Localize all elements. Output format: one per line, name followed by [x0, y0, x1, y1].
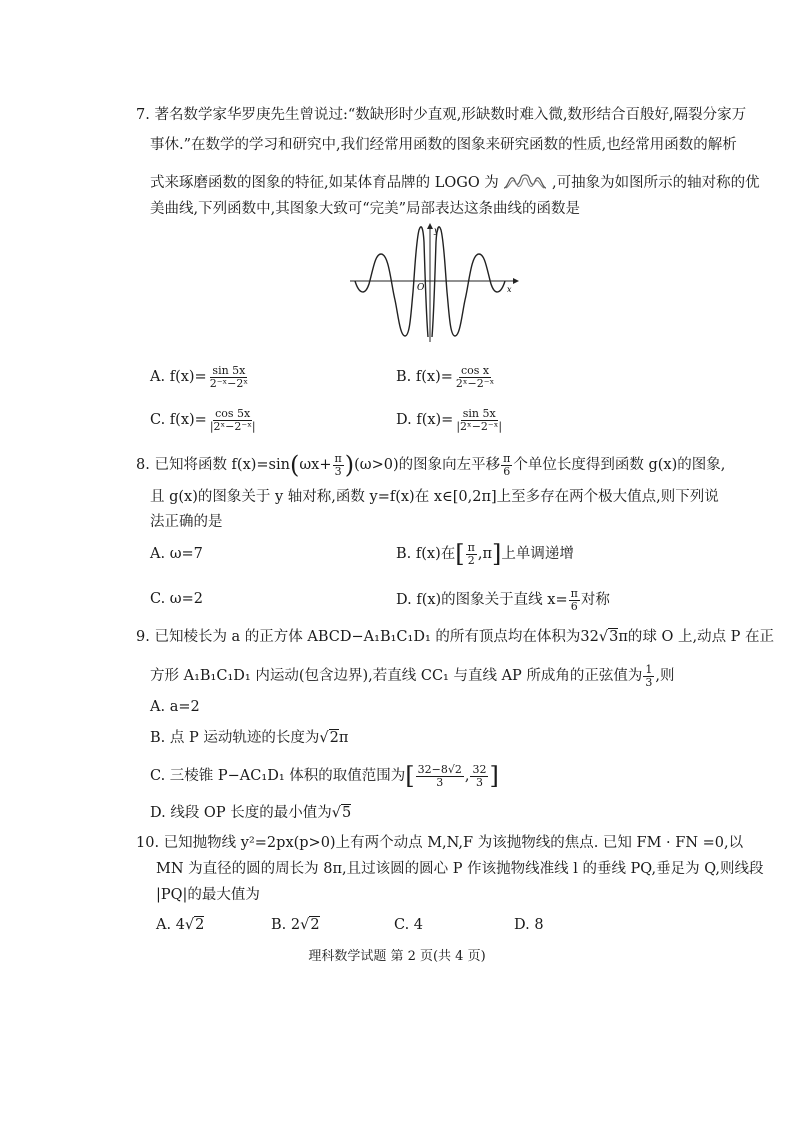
q8-option-a[interactable]: A. ω=7: [150, 546, 203, 562]
q7-line-1: 7. 著名数学家华罗庚先生曾说过:“数缺形时少直观,形缺数时难入微,数形结合百般好,隔裂分家万: [136, 107, 747, 123]
q7-line-4: 美曲线,下列函数中,其图象大致可“完美”局部表达这条曲线的函数是: [150, 201, 581, 217]
q9-option-a[interactable]: A. a=2: [150, 699, 200, 715]
x-axis-arrow-icon: [513, 278, 519, 284]
origin-label: O: [417, 283, 425, 293]
q10-line-1: 10. 已知抛物线 y²=2px(p>0)上有两个动点 M,N,F 为该抛物线的焦点. 已知 FM · FN =0,以: [136, 835, 744, 851]
q9-text-b: π的球 O 上,动点 P 在正: [618, 629, 775, 645]
q8-line-1: [136, 451, 726, 480]
denominator: 2⁻ˣ−2ˣ: [209, 376, 249, 390]
option-label: C.: [150, 412, 166, 429]
option-text-a: B. f(x)在: [396, 546, 456, 563]
denominator: |2ˣ−2⁻ˣ|: [209, 419, 256, 433]
sqrt-sign: √: [331, 805, 341, 821]
q7-line-3: [150, 172, 760, 194]
q10-option-b[interactable]: [271, 918, 320, 933]
sqrt-radicand: 2: [195, 917, 205, 933]
y-axis-arrow-icon: [427, 223, 433, 229]
sqrt-radicand: 5: [341, 805, 352, 821]
q8-text-c: (ω>0)的图象向左平移: [354, 457, 501, 474]
option-text-c: 上单调递增: [501, 546, 574, 563]
option-fraction: [208, 408, 258, 432]
q8-line-3: 法正确的是: [150, 514, 223, 530]
option-fraction: [466, 542, 477, 566]
sqrt-radicand: 2: [310, 917, 320, 933]
denominator: |2ˣ−2⁻ˣ|: [456, 419, 503, 433]
q8-line-2: 且 g(x)的图象关于 y 轴对称,函数 y=f(x)在 x∈[0,2π]上至多存在两个极大值点,则下列说: [150, 489, 719, 505]
q10-option-c[interactable]: C. 4: [394, 917, 424, 933]
sqrt-sign: √: [598, 629, 609, 645]
q8-option-c[interactable]: C. ω=2: [150, 591, 203, 607]
q8-fraction-2: [501, 453, 512, 477]
bracket-open: [: [455, 540, 465, 569]
option-lhs: f(x)=: [169, 412, 207, 429]
sqrt-radicand: 2: [329, 730, 339, 746]
option-label: A.: [150, 369, 166, 386]
denominator: 3: [334, 464, 342, 478]
numerator: 1: [645, 663, 653, 676]
option-fraction-1: [416, 764, 464, 788]
paren-close: ): [344, 451, 355, 480]
q8-text-a: 8. 已知将函数 f(x)=sin: [136, 457, 290, 474]
bracket-close: ]: [489, 762, 499, 791]
q9-text-a: 方形 A₁B₁C₁D₁ 内运动(包含边界),若直线 CC₁ 与直线 AP 所成角的正弦值为: [150, 668, 643, 685]
option-fraction: [569, 588, 580, 612]
option-text-a: D. f(x)的图象关于直线 x=: [396, 592, 568, 609]
page-footer: 理科数学试题 第 2 页(共 4 页): [308, 949, 486, 964]
option-lhs: f(x)=: [169, 369, 207, 386]
q9-text-b: ,则: [655, 668, 675, 685]
q8-option-d[interactable]: [396, 588, 610, 612]
denominator: 2ˣ−2⁻ˣ: [455, 376, 495, 390]
bracket-open: [: [405, 762, 415, 791]
numerator: cos x: [461, 364, 490, 377]
option-lhs: f(x)=: [416, 412, 454, 429]
numerator: sin 5x: [462, 407, 496, 420]
numerator: π: [467, 541, 475, 554]
denominator: 6: [570, 599, 578, 613]
denominator: 3: [475, 775, 483, 789]
option-label: D.: [396, 412, 412, 429]
q10-option-d[interactable]: D. 8: [514, 917, 544, 933]
q9-text-a: 9. 已知棱长为 a 的正方体 ABCD−A₁B₁C₁D₁ 的所有顶点均在体积为32: [136, 629, 599, 645]
option-text-a: B. 点 P 运动轨迹的长度为: [150, 730, 320, 746]
denominator: 6: [503, 464, 511, 478]
option-text-a: D. 线段 OP 长度的最小值为: [150, 805, 332, 821]
option-text-a: C. 三棱锥 P−AC₁D₁ 体积的取值范围为: [150, 768, 406, 785]
option-text-b: ,π: [477, 546, 492, 563]
q9-fraction: [643, 664, 654, 688]
option-label: B.: [396, 369, 412, 386]
option-fraction-2: [470, 764, 488, 788]
option-text-a: A. 4: [156, 917, 185, 933]
q9-option-b[interactable]: [150, 731, 348, 746]
denominator: 2: [467, 553, 475, 567]
denominator: 3: [645, 675, 653, 689]
denominator: 3: [436, 775, 444, 789]
brand-logo-icon: [503, 172, 547, 194]
numerator: sin 5x: [212, 364, 246, 377]
numerator: cos 5x: [215, 407, 251, 420]
q9-option-d[interactable]: [150, 806, 351, 821]
numerator: π: [570, 587, 578, 600]
sqrt-radicand: 3: [609, 629, 619, 645]
option-text-b: 对称: [580, 592, 610, 609]
q7-option-a[interactable]: [150, 365, 251, 389]
q10-option-a[interactable]: [156, 918, 204, 933]
q7-line-3a: 式来琢磨函数的图象的特征,如某体育品牌的 LOGO 为: [150, 174, 499, 191]
option-lhs: f(x)=: [415, 369, 453, 386]
q9-line-2: [150, 664, 675, 688]
option-fraction: [454, 408, 504, 432]
option-fraction: [208, 365, 250, 389]
q7-option-b[interactable]: [396, 365, 497, 389]
q7-option-d[interactable]: [396, 408, 505, 432]
sqrt-sign: √: [300, 917, 310, 933]
q8-fraction-1: [333, 453, 344, 477]
q7-line-2: 事休.”在数学的学习和研究中,我们经常用函数的图象来研究函数的性质,也经常用函数的解析: [150, 137, 737, 153]
q7-option-c[interactable]: [150, 408, 259, 432]
option-text-a: B. 2: [271, 917, 301, 933]
numerator: 32: [472, 763, 487, 776]
q8-option-b[interactable]: [396, 540, 574, 569]
paren-open: (: [289, 451, 300, 480]
option-text-b: π: [338, 730, 349, 746]
sqrt-sign: √: [319, 730, 329, 746]
numerator: π: [334, 452, 342, 465]
numerator: π: [503, 452, 511, 465]
q10-line-3: |PQ|的最大值为: [156, 887, 260, 903]
q8-text-d: 个单位长度得到函数 g(x)的图象,: [513, 457, 726, 474]
numerator: 32−8√2: [417, 763, 462, 776]
x-axis-label: x: [507, 285, 512, 294]
q9-line-1: [136, 630, 774, 645]
q10-line-2: MN 为直径的圆的周长为 8π,且过该圆的圆心 P 作该抛物线准线 l 的垂线 PQ,垂足为 Q,则线段: [156, 861, 764, 877]
bracket-close: ]: [491, 540, 502, 569]
option-fraction: [454, 365, 496, 389]
q8-text-b: ωx+: [299, 457, 332, 474]
q7-function-graph: [345, 222, 520, 351]
q7-line-3b: ,可抽象为如图所示的轴对称的优: [552, 174, 760, 191]
q9-option-c[interactable]: C. 三棱锥 P−AC₁D₁ 体积的取值范围为[ $\frac{32-8√2}{3}$ , $\frac{32}{3}$ ]: [150, 762, 499, 791]
sqrt-sign: √: [184, 917, 195, 933]
y-axis-label: y: [434, 226, 439, 235]
